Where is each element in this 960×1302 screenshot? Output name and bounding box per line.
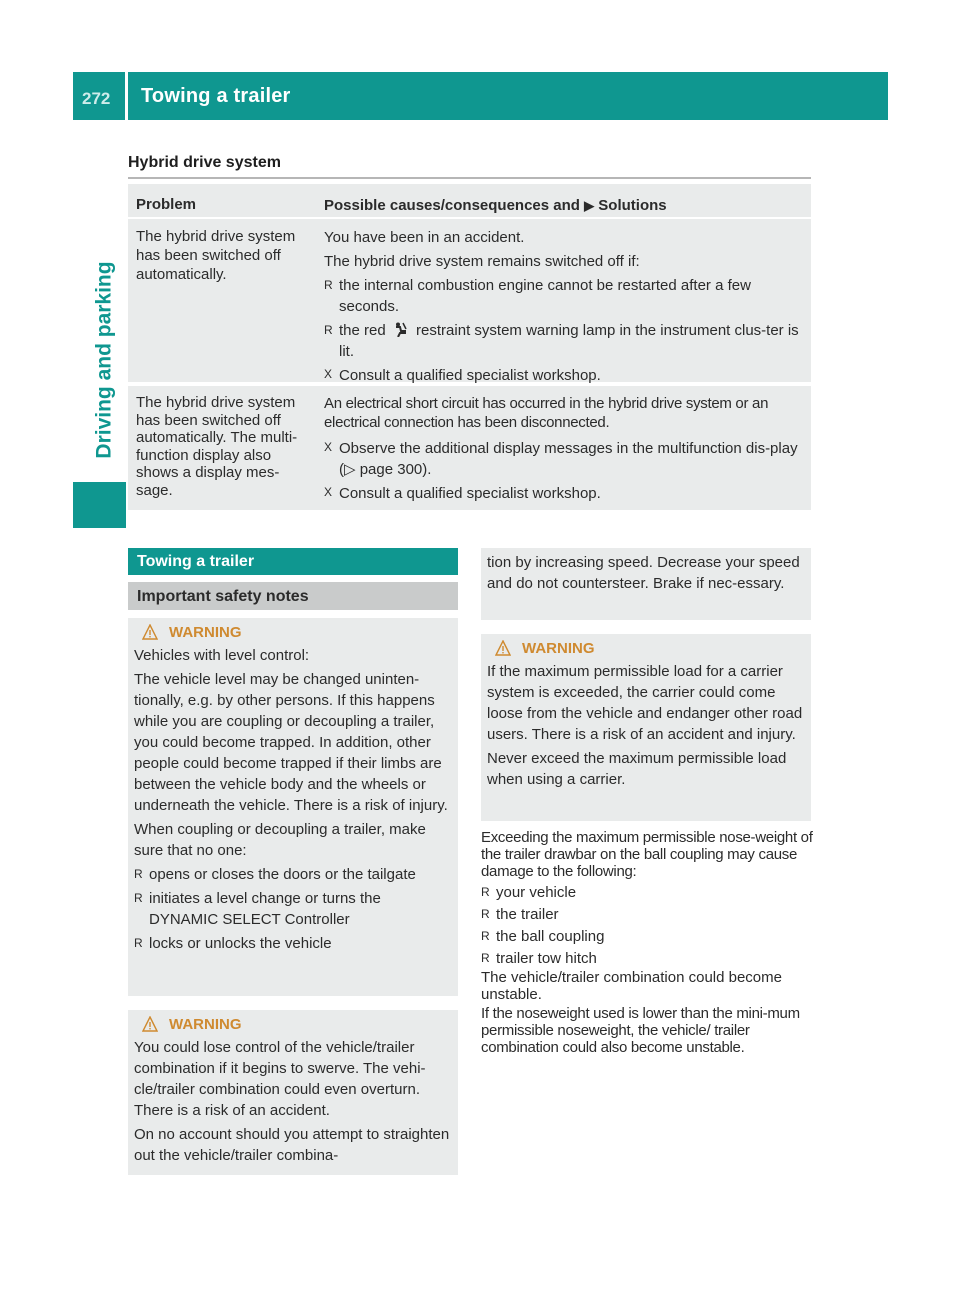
- warning-label: WARNING: [522, 640, 595, 657]
- restraint-system-warning-icon: [393, 322, 409, 337]
- list-item-text: locks or unlocks the vehicle: [149, 935, 332, 952]
- warning-header: [487, 638, 805, 661]
- action-text: Consult a qualified specialist workshop.: [339, 367, 601, 384]
- header-divider: [125, 72, 128, 120]
- warning-text: If the maximum permissible load for a carrier system is exceeded, the carrier could come loose from the vehicle and endanger other road users. There is a risk of an accident and injury.: [487, 663, 803, 743]
- warning-text: Never exceed the maximum permissible load when using a carrier.: [487, 750, 787, 788]
- warning-triangle-icon: [142, 624, 158, 640]
- section-heading: Hybrid drive system: [128, 154, 281, 171]
- bullet-icon: R: [134, 867, 143, 881]
- list-item: [134, 933, 452, 954]
- table-cell-solutions: [314, 386, 811, 510]
- list-item-text-pre: the red: [339, 322, 386, 339]
- warning-text: On no account should you attempt to straighten out the vehicle/trailer combina-: [134, 1126, 450, 1164]
- problem-text: The hybrid drive system has been switched off automatically.: [136, 228, 296, 283]
- list-item: [481, 884, 813, 901]
- list-item: [324, 275, 803, 317]
- bullet-icon: R: [481, 907, 490, 921]
- warning-text: tion by increasing speed. Decrease your speed and do not countersteer. Brake if nec-essary.: [487, 554, 800, 592]
- action-item: [324, 438, 803, 480]
- list-item: [481, 950, 813, 967]
- list-item: [134, 888, 452, 930]
- table-row: [128, 386, 811, 510]
- warning-box: [481, 634, 811, 821]
- bullet-icon: R: [481, 951, 490, 965]
- subsection-title-bar: Important safety notes: [128, 582, 458, 610]
- header-title: Towing a trailer: [141, 85, 291, 107]
- action-text: Observe the additional display messages in the multifunction dis-play (▷ page 300).: [339, 440, 798, 478]
- action-text: Consult a qualified specialist workshop.: [339, 485, 601, 502]
- solutions-arrow-icon: ▶: [584, 198, 595, 213]
- list-item: [324, 320, 803, 362]
- bullet-icon: R: [134, 936, 143, 950]
- body-text: [481, 829, 813, 1056]
- table-row: [128, 219, 811, 382]
- bullet-icon: R: [324, 278, 333, 292]
- warning-text: You could lose control of the vehicle/trailer combination if it begins to swerve. The vehi-cle/trailer combination could even overturn. There is a risk of an accident.: [134, 1039, 426, 1119]
- action-item: [324, 483, 803, 504]
- bullet-icon: R: [134, 891, 143, 905]
- side-tab: [84, 260, 124, 460]
- warning-label: WARNING: [169, 1016, 242, 1033]
- list-item: [481, 928, 813, 945]
- cause-text: An electrical short circuit has occurred in the hybrid drive system or an electrical connection has been disconnected.: [324, 395, 769, 431]
- table-header-problem: Problem: [136, 196, 197, 213]
- list-item-text: trailer tow hitch: [496, 950, 597, 967]
- solutions-suffix: Solutions: [598, 197, 667, 214]
- heading-rule: [128, 177, 811, 179]
- bullet-icon: R: [481, 885, 490, 899]
- side-tab-marker: [73, 482, 126, 528]
- warning-triangle-icon: [142, 1016, 158, 1032]
- warning-label: WARNING: [169, 624, 242, 641]
- warning-box: [128, 1010, 458, 1175]
- paragraph: Exceeding the maximum permissible nose-weight of the trailer drawbar on the ball coupling may cause damage to the following:: [481, 829, 813, 880]
- warning-header: [134, 622, 452, 645]
- cause-text: You have been in an accident.: [324, 229, 525, 246]
- table-header-row: [128, 184, 811, 217]
- table-cell-problem: [128, 219, 310, 382]
- list-item-text: your vehicle: [496, 884, 577, 901]
- page-number: 272: [82, 89, 111, 108]
- list-item: [134, 864, 452, 885]
- warning-text: When coupling or decoupling a trailer, make sure that no one:: [134, 821, 426, 859]
- paragraph: The vehicle/trailer combination could become unstable.: [481, 969, 782, 1003]
- cause-text: The hybrid drive system remains switched off if:: [324, 253, 640, 270]
- action-arrow-icon: X: [324, 367, 333, 381]
- list-item-text: the trailer: [496, 906, 559, 923]
- list-item-text: initiates a level change or turns the DYNAMIC SELECT Controller: [149, 890, 381, 928]
- list-item: [481, 906, 813, 923]
- action-arrow-icon: X: [324, 440, 333, 454]
- list-item-text: the internal combustion engine cannot be restarted after a few seconds.: [339, 277, 751, 315]
- warning-triangle-icon: [495, 640, 511, 656]
- section-title-bar: Towing a trailer: [128, 548, 458, 575]
- warning-header: [134, 1014, 452, 1037]
- bullet-icon: R: [324, 323, 333, 337]
- action-arrow-icon: X: [324, 485, 333, 499]
- warning-box-continued: [481, 548, 811, 620]
- list-item-text-post: restraint system warning lamp in the instrument clus-ter is lit.: [339, 322, 799, 360]
- warning-box: [128, 618, 458, 996]
- list-item-text: opens or closes the doors or the tailgate: [149, 866, 416, 883]
- table-header-solutions: [314, 184, 811, 217]
- bullet-icon: R: [481, 929, 490, 943]
- list-item-text: the ball coupling: [496, 928, 605, 945]
- table-cell-problem: [128, 386, 310, 510]
- warning-text: The vehicle level may be changed uninten-tionally, e.g. by other persons. If this happens while you are coupling or decoupling a trailer, you could become trapped. In addition, other people could become trapped if their limbs are between the vehicle body and the wheels or underneath the vehicle. There is a risk of injury.: [134, 671, 448, 814]
- table-cell-solutions: [314, 219, 811, 382]
- action-item: [324, 365, 803, 386]
- paragraph: If the noseweight used is lower than the mini-mum permissible noseweight, the vehicle/ trailer combination could also become unstable.: [481, 1005, 800, 1056]
- solutions-prefix: Possible causes/consequences and: [324, 197, 580, 214]
- problem-text: The hybrid drive system has been switched off automatically. The multi-function display also shows a display mes-sage.: [136, 394, 298, 499]
- side-tab-label: Driving and parking: [92, 261, 116, 459]
- warning-text: Vehicles with level control:: [134, 647, 310, 664]
